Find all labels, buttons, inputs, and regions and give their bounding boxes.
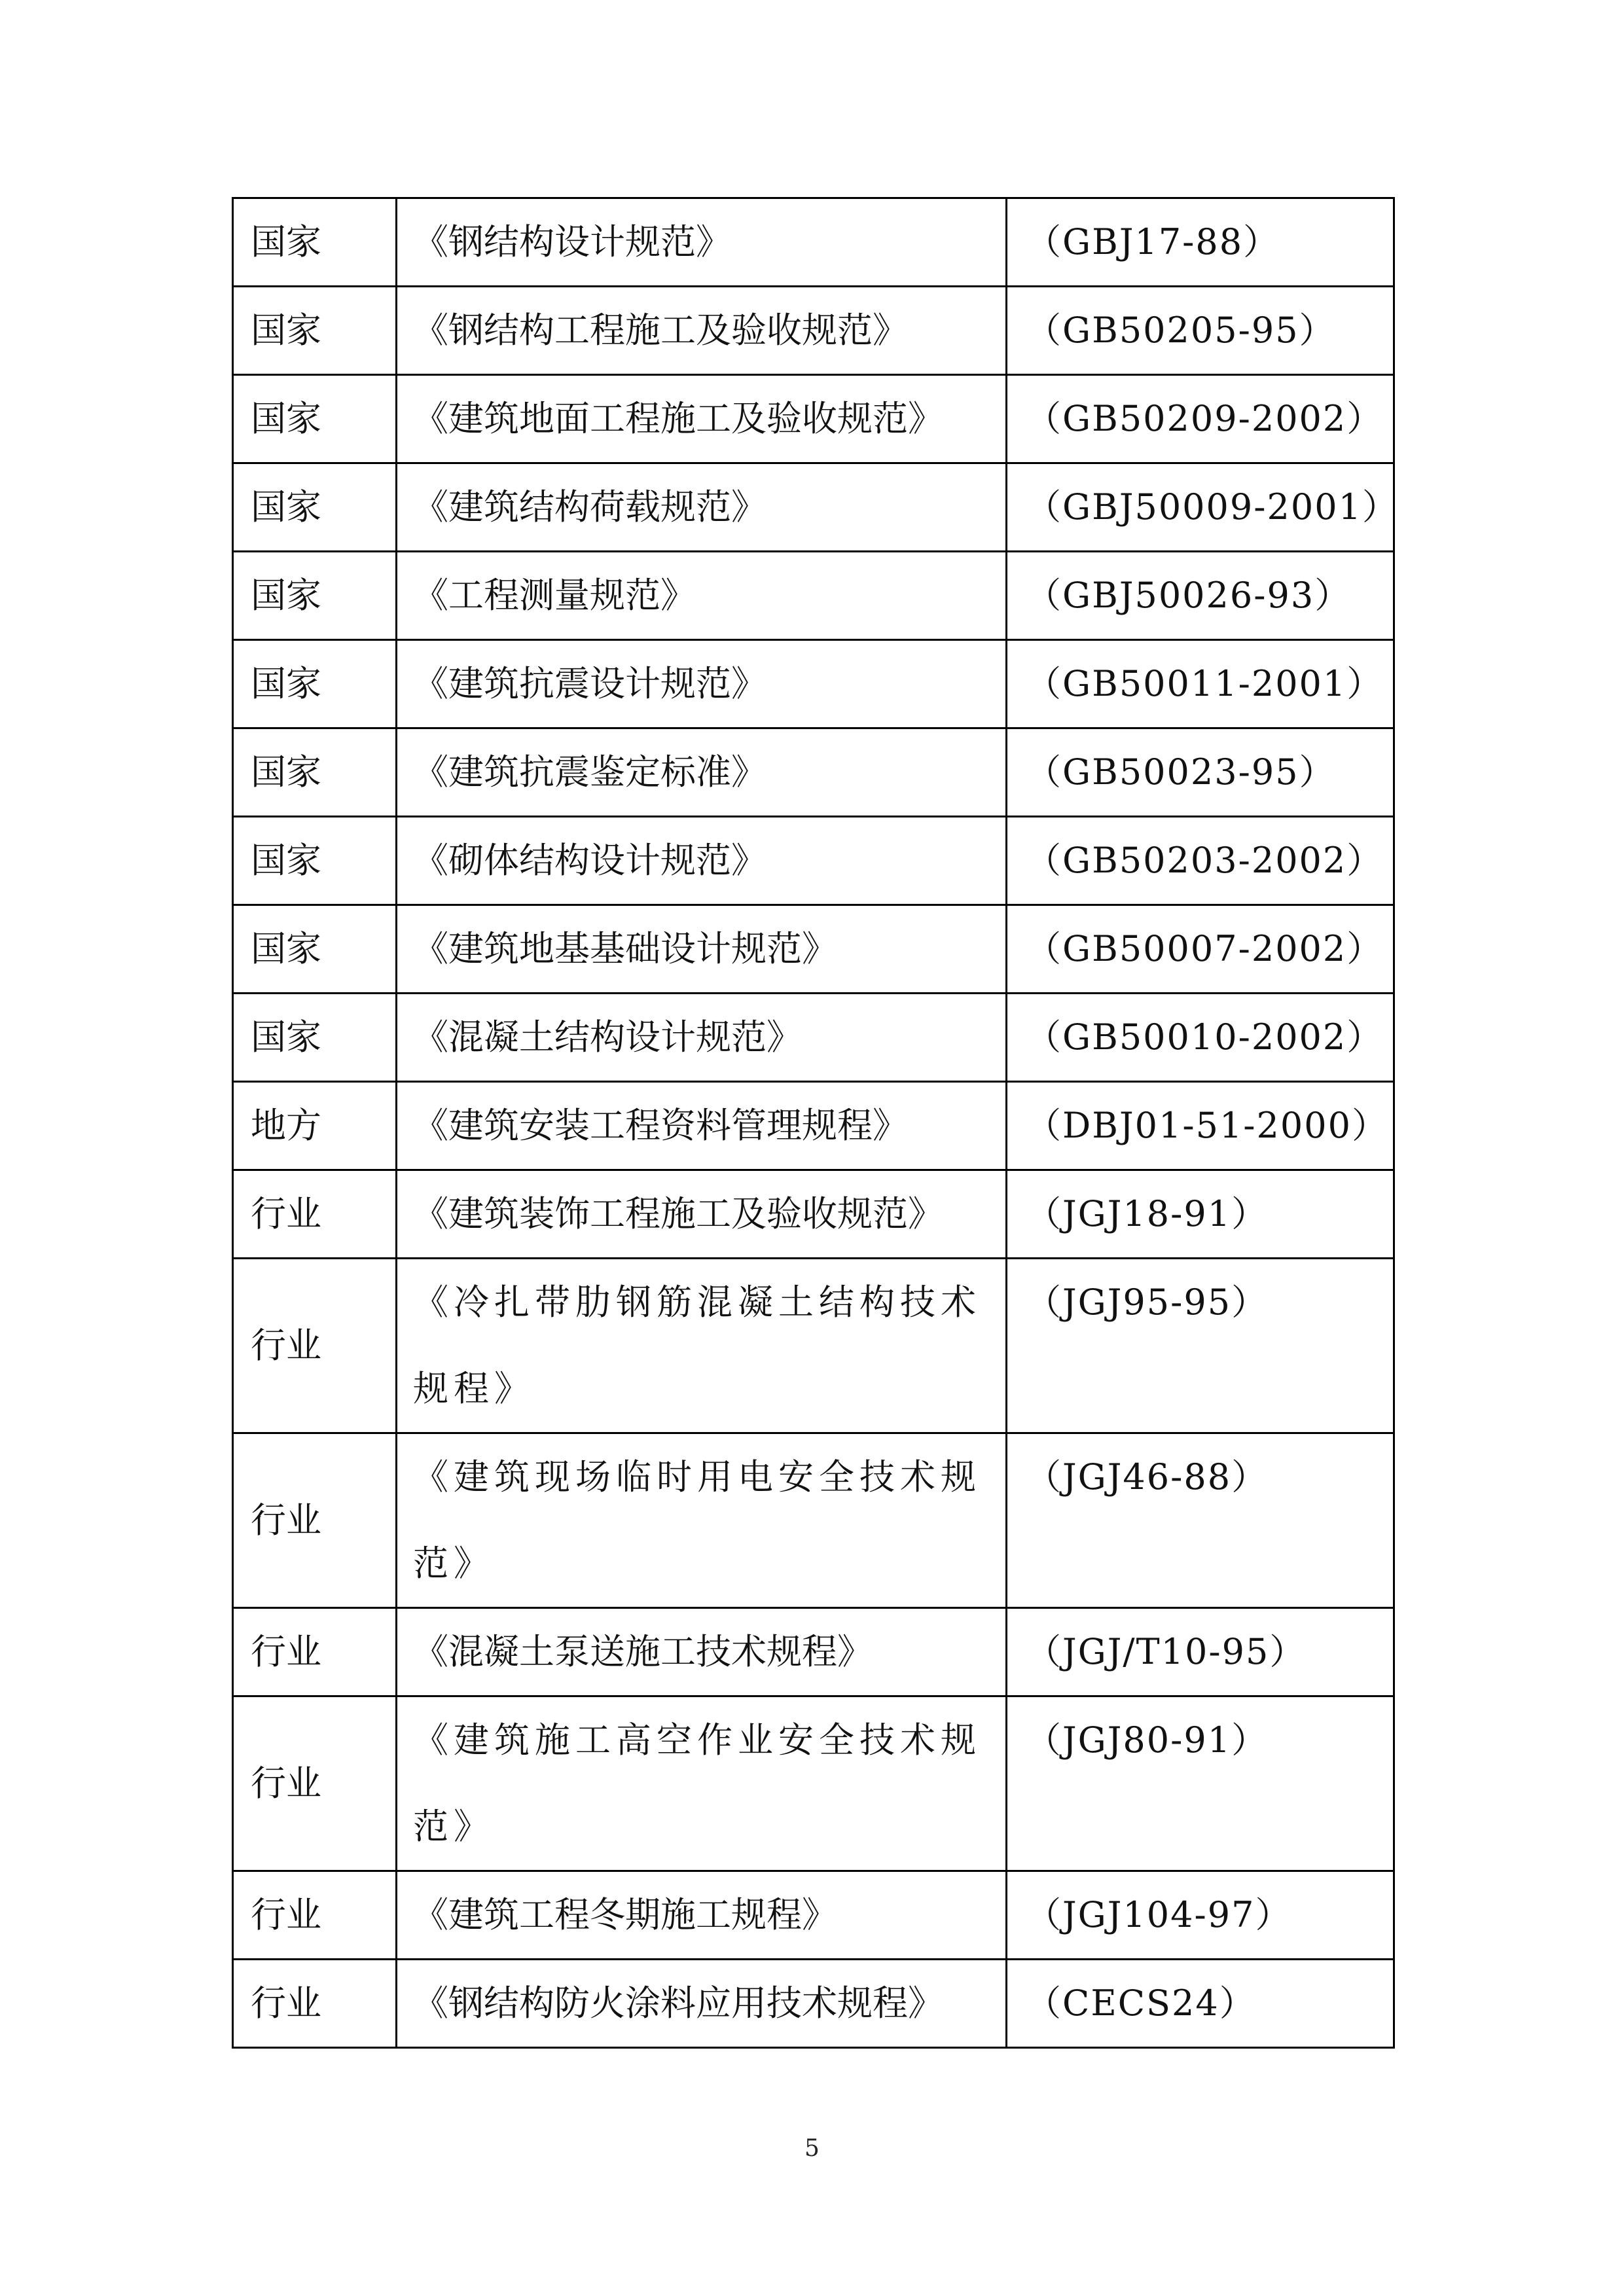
standard-level-cell: 国家 xyxy=(233,552,397,640)
table-row xyxy=(233,1433,1394,1608)
standard-code-cell: （DBJ01-51-2000） xyxy=(1007,1082,1394,1170)
table-row xyxy=(233,640,1394,728)
standard-title-cell: 《建筑结构荷载规范》 xyxy=(397,463,1007,552)
standard-level-cell: 行业 xyxy=(233,1259,397,1433)
standard-level-cell: 国家 xyxy=(233,640,397,728)
table-row xyxy=(233,1960,1394,2048)
standard-level-cell: 国家 xyxy=(233,994,397,1082)
standard-level-cell: 国家 xyxy=(233,463,397,552)
standard-title-cell: 《工程测量规范》 xyxy=(397,552,1007,640)
standard-title-cell: 《混凝土结构设计规范》 xyxy=(397,994,1007,1082)
standard-code-cell: （JGJ/T10-95） xyxy=(1007,1608,1394,1696)
standard-level-cell: 行业 xyxy=(233,1433,397,1608)
standard-code-cell: （GB50010-2002） xyxy=(1007,994,1394,1082)
standard-level-cell: 行业 xyxy=(233,1871,397,1960)
standard-code-cell: （GB50007-2002） xyxy=(1007,905,1394,994)
standard-level-cell: 国家 xyxy=(233,375,397,463)
standard-title-cell: 《建筑地基基础设计规范》 xyxy=(397,905,1007,994)
standard-code-cell: （JGJ80-91） xyxy=(1007,1696,1394,1871)
table-row xyxy=(233,817,1394,905)
table-row xyxy=(233,1259,1394,1433)
standard-code-cell: （GBJ50009-2001） xyxy=(1007,463,1394,552)
standard-title-cell: 《建筑工程冬期施工规程》 xyxy=(397,1871,1007,1960)
standard-title-cell: 《冷扎带肋钢筋混凝土结构技术规程》 xyxy=(397,1259,1007,1433)
standard-code-cell: （GB50023-95） xyxy=(1007,728,1394,817)
standard-code-cell: （JGJ95-95） xyxy=(1007,1259,1394,1433)
standard-code-cell: （GBJ17-88） xyxy=(1007,198,1394,287)
standard-level-cell: 国家 xyxy=(233,728,397,817)
table-row xyxy=(233,994,1394,1082)
table-row xyxy=(233,1082,1394,1170)
table-row xyxy=(233,728,1394,817)
standard-title-cell: 《建筑地面工程施工及验收规范》 xyxy=(397,375,1007,463)
standard-level-cell: 国家 xyxy=(233,198,397,287)
standard-code-cell: （GB50209-2002） xyxy=(1007,375,1394,463)
table-row xyxy=(233,463,1394,552)
standard-title-cell: 《建筑施工高空作业安全技术规范》 xyxy=(397,1696,1007,1871)
standard-title-cell: 《砌体结构设计规范》 xyxy=(397,817,1007,905)
table-row xyxy=(233,375,1394,463)
standard-code-cell: （JGJ104-97） xyxy=(1007,1871,1394,1960)
standard-code-cell: （JGJ18-91） xyxy=(1007,1170,1394,1259)
table-row xyxy=(233,1696,1394,1871)
standard-level-cell: 行业 xyxy=(233,1608,397,1696)
standard-level-cell: 行业 xyxy=(233,1696,397,1871)
page-number: 5 xyxy=(804,2135,820,2162)
standards-table xyxy=(232,197,1399,2049)
standard-level-cell: 行业 xyxy=(233,1170,397,1259)
standard-level-cell: 国家 xyxy=(233,287,397,375)
standard-title-cell: 《钢结构工程施工及验收规范》 xyxy=(397,287,1007,375)
standard-code-cell: （GB50203-2002） xyxy=(1007,817,1394,905)
standard-level-cell: 行业 xyxy=(233,1960,397,2048)
standard-code-cell: （GB50205-95） xyxy=(1007,287,1394,375)
table-row xyxy=(233,552,1394,640)
standard-code-cell: （GB50011-2001） xyxy=(1007,640,1394,728)
table-row xyxy=(233,1871,1394,1960)
standard-title-cell: 《建筑安装工程资料管理规程》 xyxy=(397,1082,1007,1170)
table-row xyxy=(233,198,1394,287)
standard-level-cell: 地方 xyxy=(233,1082,397,1170)
table-row xyxy=(233,287,1394,375)
table-row xyxy=(233,1170,1394,1259)
standard-title-cell: 《钢结构设计规范》 xyxy=(397,198,1007,287)
standard-title-cell: 《建筑抗震鉴定标准》 xyxy=(397,728,1007,817)
standard-title-cell: 《混凝土泵送施工技术规程》 xyxy=(397,1608,1007,1696)
standard-title-cell: 《建筑现场临时用电安全技术规范》 xyxy=(397,1433,1007,1608)
standard-code-cell: （CECS24） xyxy=(1007,1960,1394,2048)
standard-code-cell: （GBJ50026-93） xyxy=(1007,552,1394,640)
standard-title-cell: 《钢结构防火涂料应用技术规程》 xyxy=(397,1960,1007,2048)
standard-code-cell: （JGJ46-88） xyxy=(1007,1433,1394,1608)
table-row xyxy=(233,905,1394,994)
standard-level-cell: 国家 xyxy=(233,905,397,994)
standard-title-cell: 《建筑装饰工程施工及验收规范》 xyxy=(397,1170,1007,1259)
standard-level-cell: 国家 xyxy=(233,817,397,905)
table-row xyxy=(233,1608,1394,1696)
standard-title-cell: 《建筑抗震设计规范》 xyxy=(397,640,1007,728)
